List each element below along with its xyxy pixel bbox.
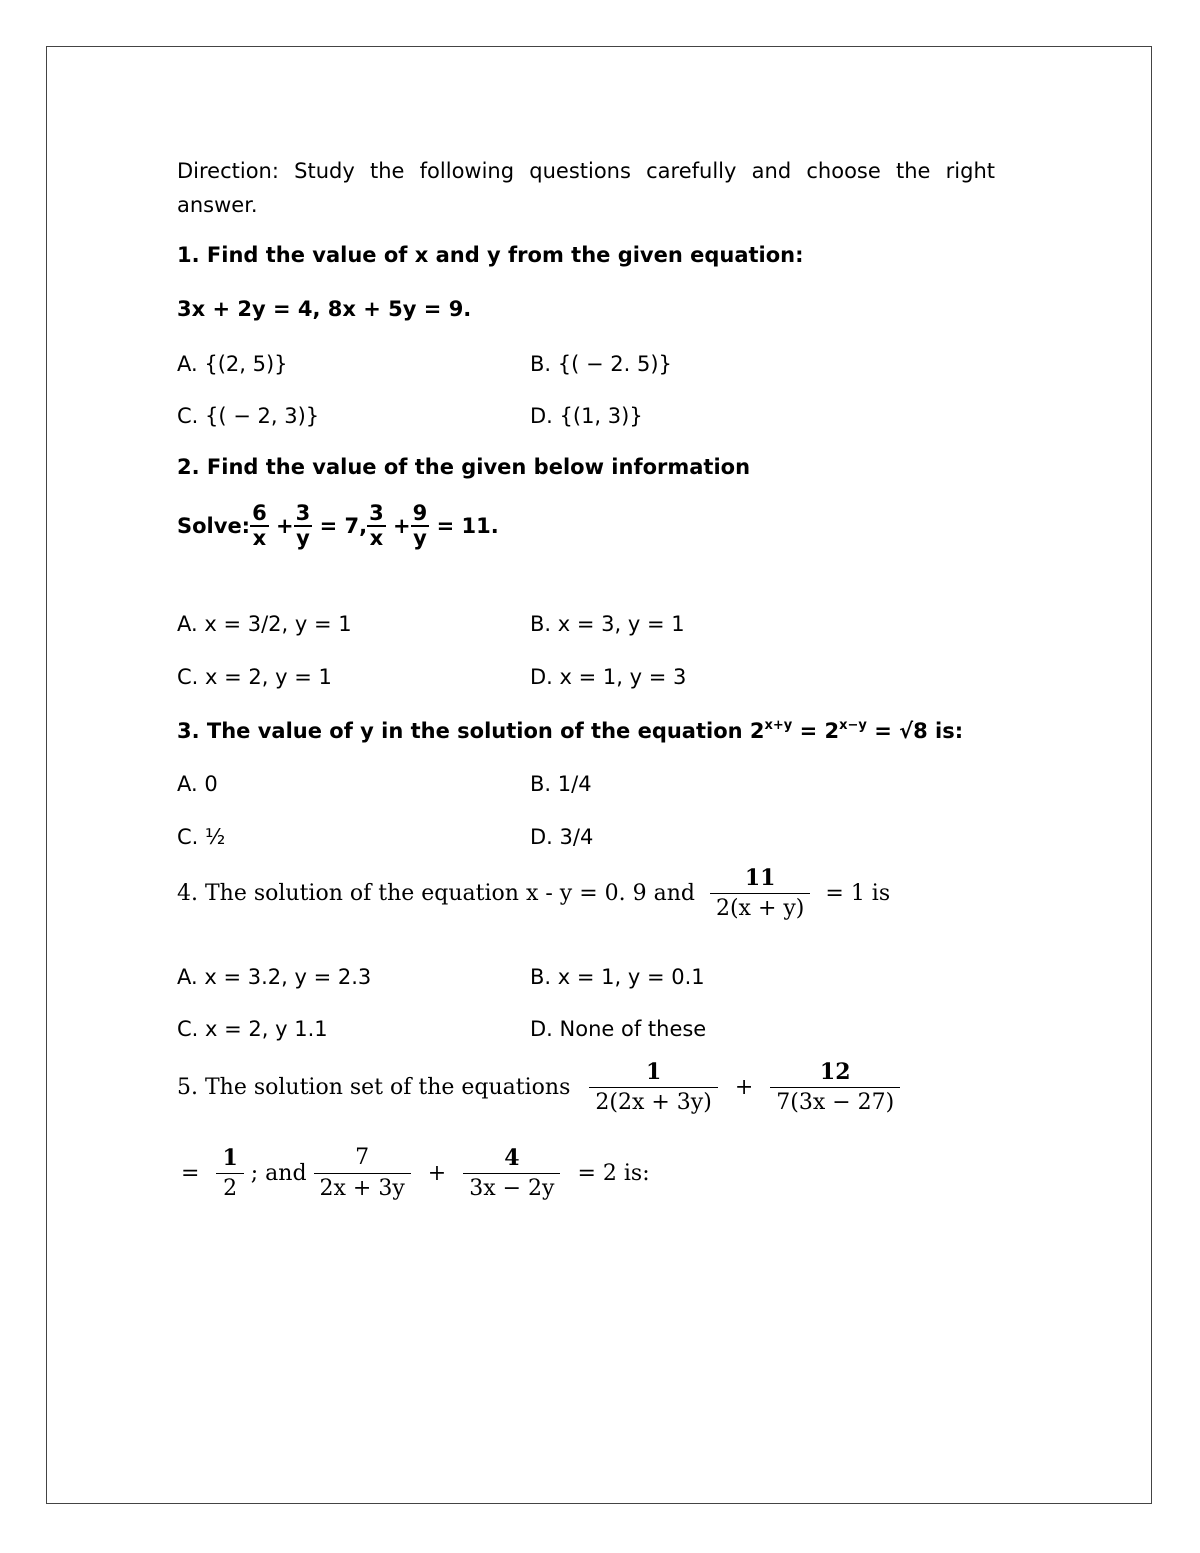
q2-fraction-4-num: 9 bbox=[411, 502, 430, 527]
q2-title: 2. Find the value of the given below information bbox=[177, 455, 751, 479]
q2-fraction-4 bbox=[411, 502, 430, 550]
q3-exponent-1: x+y bbox=[764, 718, 793, 733]
q5-fraction-4-den: 2x + 3y bbox=[319, 1176, 405, 1202]
q4-option-b[interactable]: B. x = 1, y = 0.1 bbox=[530, 965, 705, 989]
q3-option-a[interactable]: A. 0 bbox=[177, 772, 218, 796]
q5-fraction-3 bbox=[216, 1146, 243, 1201]
q3-exponent-2: x−y bbox=[839, 718, 867, 733]
q1-option-b[interactable]: B. {( − 2. 5)} bbox=[530, 352, 672, 376]
q2-fraction-1 bbox=[250, 502, 269, 550]
q5-fraction-4-num: 7 bbox=[314, 1146, 411, 1174]
q1-title: 1. Find the value of x and y from the given equation: bbox=[177, 243, 804, 267]
q2-plus-1: + bbox=[276, 514, 294, 539]
q4-option-a[interactable]: A. x = 3.2, y = 2.3 bbox=[177, 965, 372, 989]
q2-eq1-rhs: = 7, bbox=[319, 514, 368, 539]
q5-fraction-1-den: 2(2x + 3y) bbox=[595, 1090, 712, 1116]
q2-option-a[interactable]: A. x = 3/2, y = 1 bbox=[177, 612, 352, 636]
q5-fraction-1 bbox=[589, 1060, 717, 1115]
q2-fraction-1-num: 6 bbox=[250, 502, 269, 527]
q5-fraction-3-den: 2 bbox=[223, 1176, 238, 1202]
q5-title-prefix: 5. The solution set of the equations bbox=[177, 1075, 571, 1101]
q2-fraction-2-num: 3 bbox=[294, 502, 313, 527]
q5-fraction-5 bbox=[463, 1146, 560, 1201]
q4-option-d[interactable]: D. None of these bbox=[530, 1017, 707, 1041]
q2-fraction-1-den: x bbox=[252, 526, 267, 551]
q3-option-b[interactable]: B. 1/4 bbox=[530, 772, 592, 796]
q4-fraction bbox=[710, 866, 810, 921]
q2-equation bbox=[177, 502, 499, 550]
q2-fraction-2 bbox=[294, 502, 313, 550]
q2-fraction-4-den: y bbox=[413, 526, 427, 551]
q3-option-d[interactable]: D. 3/4 bbox=[530, 825, 594, 849]
q2-fraction-3-num: 3 bbox=[367, 502, 386, 527]
q2-option-c[interactable]: C. x = 2, y = 1 bbox=[177, 665, 332, 689]
q5-fraction-3-num: 1 bbox=[216, 1146, 243, 1174]
q5-title-suffix: = 2 is: bbox=[577, 1161, 650, 1187]
q4-title bbox=[177, 866, 890, 921]
q2-eq2-rhs: = 11. bbox=[436, 514, 499, 539]
q3-title-prefix: 3. The value of y in the solution of the equation 2 bbox=[177, 719, 765, 743]
q2-solve-label: Solve: bbox=[177, 514, 251, 539]
q3-title bbox=[177, 718, 963, 743]
q3-option-c[interactable]: C. ½ bbox=[177, 825, 226, 849]
q1-option-c[interactable]: C. {( − 2, 3)} bbox=[177, 404, 320, 428]
q4-option-c[interactable]: C. x = 2, y 1.1 bbox=[177, 1017, 328, 1041]
q1-equation: 3x + 2y = 4, 8x + 5y = 9. bbox=[177, 297, 472, 321]
q5-fraction-4 bbox=[314, 1146, 411, 1201]
q5-fraction-2-num: 12 bbox=[770, 1060, 900, 1088]
q2-option-b[interactable]: B. x = 3, y = 1 bbox=[530, 612, 685, 636]
q4-fraction-den: 2(x + y) bbox=[715, 896, 805, 922]
q2-fraction-2-den: y bbox=[296, 526, 310, 551]
q2-fraction-3 bbox=[367, 502, 386, 550]
q3-title-mid: = 2 bbox=[792, 719, 840, 743]
q5-line-1 bbox=[177, 1060, 900, 1115]
q5-plus-2: + bbox=[427, 1161, 447, 1187]
q4-fraction-num: 11 bbox=[710, 866, 810, 894]
q2-fraction-3-den: x bbox=[369, 526, 384, 551]
q5-fraction-5-den: 3x − 2y bbox=[469, 1176, 555, 1202]
q3-title-suffix: = √8 is: bbox=[866, 719, 964, 743]
q5-fraction-2 bbox=[770, 1060, 900, 1115]
q5-fraction-1-num: 1 bbox=[589, 1060, 717, 1088]
q5-and-text: ; and bbox=[250, 1161, 307, 1187]
q2-option-d[interactable]: D. x = 1, y = 3 bbox=[530, 665, 687, 689]
q1-option-d[interactable]: D. {(1, 3)} bbox=[530, 404, 643, 428]
q5-plus-1: + bbox=[734, 1075, 754, 1101]
q2-plus-2: + bbox=[393, 514, 411, 539]
q5-line-2 bbox=[177, 1146, 650, 1201]
q5-fraction-2-den: 7(3x − 27) bbox=[776, 1090, 895, 1116]
q4-title-prefix: 4. The solution of the equation x - y = 0. 9 and bbox=[177, 881, 695, 907]
q5-fraction-5-num: 4 bbox=[463, 1146, 560, 1174]
q5-equals: = bbox=[181, 1161, 200, 1187]
q4-title-suffix: = 1 is bbox=[825, 881, 891, 907]
q1-option-a[interactable]: A. {(2, 5)} bbox=[177, 352, 288, 376]
direction-text: Direction: Study the following questions carefully and choose the right answer. bbox=[177, 159, 995, 217]
